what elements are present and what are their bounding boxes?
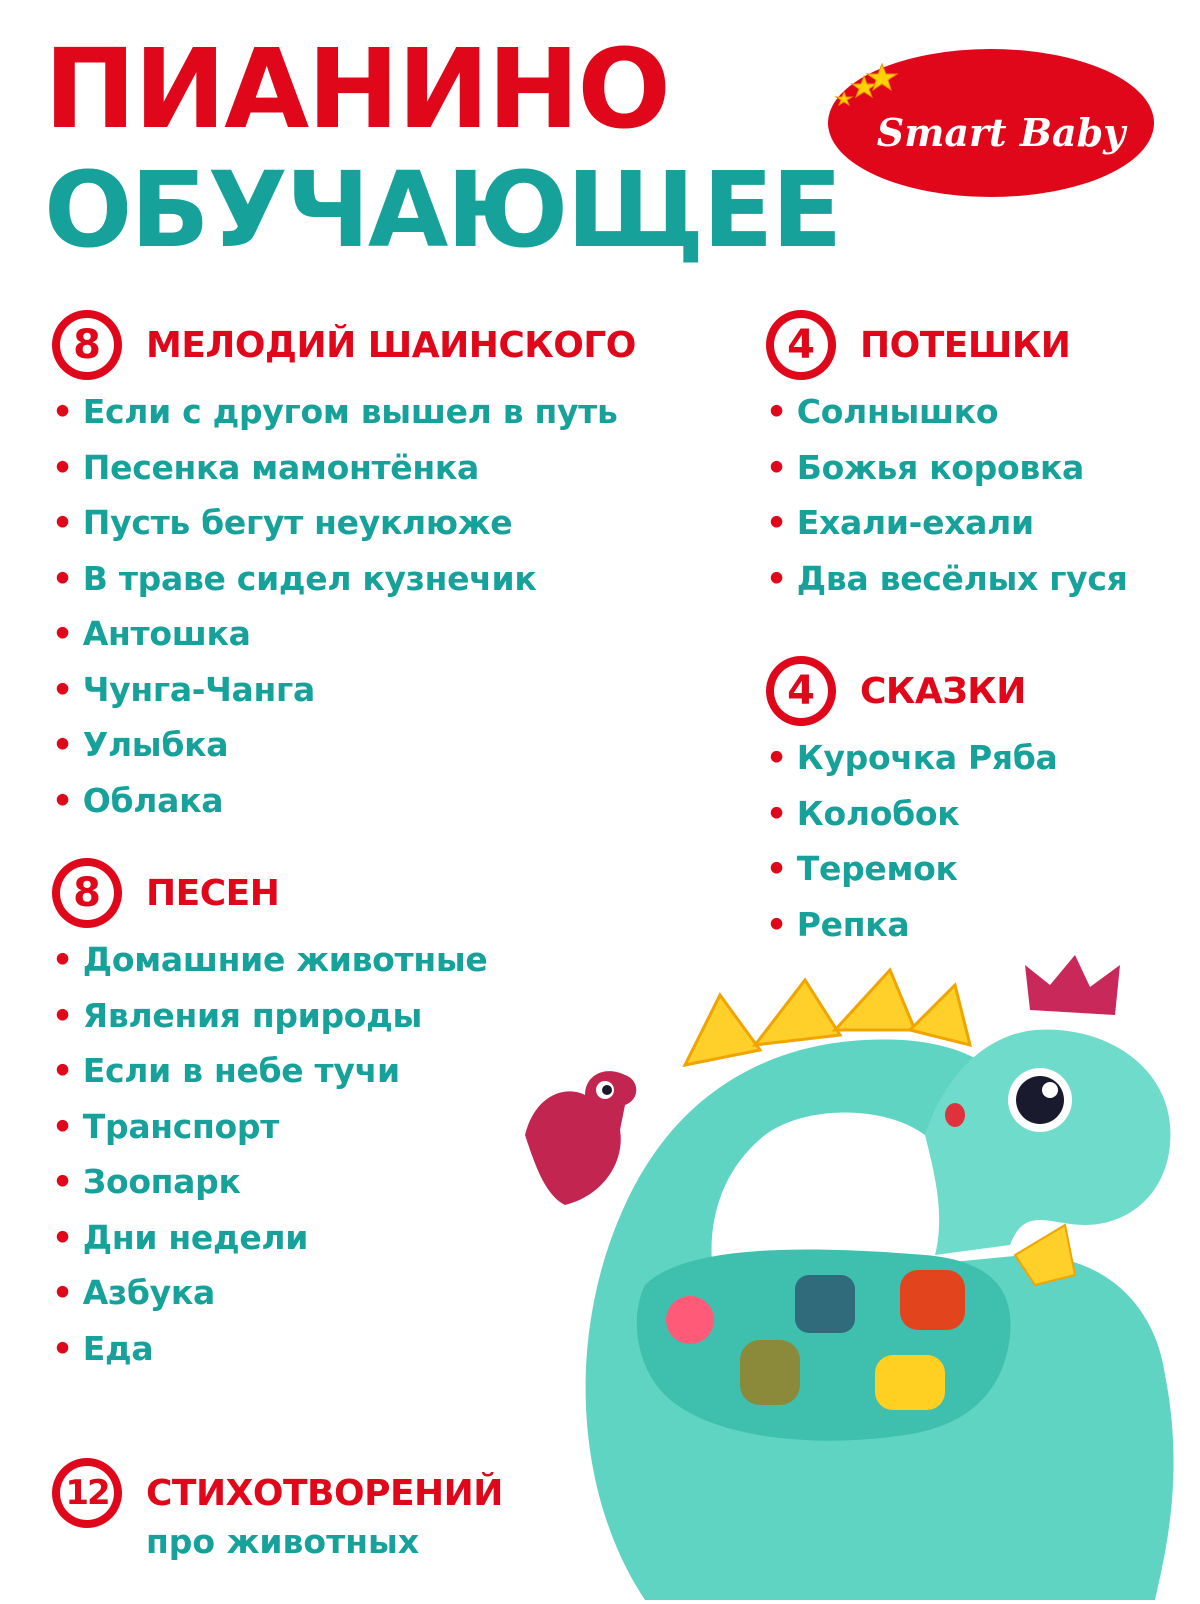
- bullet-icon: •: [52, 447, 73, 487]
- section-melodies: [52, 310, 636, 828]
- section-subtitle: про животных: [146, 1522, 420, 1561]
- bullet-icon: •: [52, 503, 73, 542]
- bullet-icon: •: [52, 1273, 73, 1312]
- list-item: [766, 841, 1057, 897]
- bullet-icon: •: [52, 780, 73, 820]
- bullet-icon: •: [52, 392, 73, 431]
- count-number: 8: [60, 318, 114, 372]
- bullet-icon: •: [52, 940, 73, 979]
- bullet-icon: •: [766, 738, 787, 777]
- count-number: 8: [60, 866, 114, 920]
- bullet-icon: •: [52, 1162, 73, 1201]
- list-item: [52, 988, 488, 1044]
- list-item-label: Теремок: [796, 849, 958, 888]
- count-badge: [52, 310, 122, 380]
- bullet-icon: •: [52, 614, 73, 653]
- title-line-2: ОБУЧАЮЩЕЕ: [44, 149, 841, 271]
- nursery-rhymes-list: [766, 384, 1128, 606]
- list-item-label: Песенка мамонтёнка: [82, 447, 479, 487]
- list-item-label: В траве сидел кузнечик: [82, 558, 537, 598]
- list-item: [52, 662, 636, 718]
- count-badge: [766, 656, 836, 726]
- bullet-icon: •: [52, 1217, 73, 1257]
- logo-text: Smart Baby: [876, 110, 1126, 155]
- section-songs: [52, 858, 488, 1376]
- bullet-icon: •: [52, 1106, 73, 1146]
- list-item-label: Колобок: [796, 793, 960, 833]
- section-title: СТИХОТВОРЕНИЙ: [146, 1472, 503, 1514]
- bullet-icon: •: [52, 1051, 73, 1090]
- list-item: [52, 551, 636, 607]
- list-item-label: Божья коровка: [796, 447, 1085, 487]
- brand-logo: [822, 46, 1160, 200]
- list-item-label: Если в небе тучи: [82, 1051, 400, 1090]
- title-line-1: ПИАНИНО: [44, 25, 669, 153]
- count-badge: [766, 310, 836, 380]
- bullet-icon: •: [766, 447, 787, 487]
- list-item: [52, 773, 636, 829]
- list-item: [766, 897, 1057, 953]
- list-item: [52, 1154, 488, 1210]
- bullet-icon: •: [52, 558, 73, 598]
- list-item-label: Облака: [82, 780, 224, 820]
- melodies-list: [52, 384, 636, 828]
- list-item: [52, 1265, 488, 1321]
- list-item-label: Если с другом вышел в путь: [82, 392, 618, 431]
- section-title: МЕЛОДИЙ ШАИНСКОГО: [146, 324, 636, 366]
- count-number: 4: [774, 664, 828, 718]
- list-item-label: Чунга-Чанга: [82, 669, 315, 709]
- list-item: [766, 495, 1128, 551]
- section-poems: [52, 1458, 503, 1561]
- bullet-icon: •: [52, 1328, 73, 1368]
- list-item-label: Пусть бегут неуклюже: [82, 503, 513, 542]
- count-number: 4: [774, 318, 828, 372]
- list-item-label: Зоопарк: [82, 1162, 241, 1201]
- list-item-label: Явления природы: [82, 995, 423, 1035]
- songs-list: [52, 932, 488, 1376]
- count-number: 12: [60, 1466, 114, 1520]
- list-item-label: Репка: [796, 904, 910, 944]
- list-item: [52, 495, 636, 551]
- list-item: [766, 551, 1128, 607]
- count-badge: [52, 1458, 122, 1528]
- bullet-icon: •: [52, 669, 73, 709]
- section-fairy-tales: [766, 656, 1057, 952]
- list-item: [766, 384, 1128, 440]
- bullet-icon: •: [766, 558, 787, 598]
- bullet-icon: •: [766, 849, 787, 888]
- bullet-icon: •: [766, 392, 787, 431]
- list-item: [52, 606, 636, 662]
- list-item: [52, 440, 636, 496]
- bullet-icon: •: [52, 725, 73, 764]
- list-item-label: Еда: [82, 1328, 154, 1368]
- list-item-label: Улыбка: [82, 725, 229, 764]
- list-item-label: Азбука: [82, 1273, 215, 1312]
- list-item: [52, 1099, 488, 1155]
- list-item: [52, 384, 636, 440]
- list-item-label: Транспорт: [82, 1106, 280, 1146]
- fairy-tales-list: [766, 730, 1057, 952]
- list-item: [52, 1210, 488, 1266]
- bullet-icon: •: [766, 793, 787, 833]
- list-item: [766, 440, 1128, 496]
- count-badge: [52, 858, 122, 928]
- section-title: СКАЗКИ: [860, 670, 1026, 712]
- list-item: [52, 717, 636, 773]
- bullet-icon: •: [766, 503, 787, 542]
- list-item-label: Домашние животные: [82, 940, 488, 979]
- section-title: ПЕСЕН: [146, 872, 280, 914]
- list-item-label: Курочка Ряба: [796, 738, 1058, 777]
- list-item-label: Антошка: [82, 614, 251, 653]
- list-item: [766, 730, 1057, 786]
- list-item-label: Ехали-ехали: [796, 503, 1034, 542]
- list-item: [52, 1321, 488, 1377]
- list-item-label: Дни недели: [82, 1217, 309, 1257]
- list-item: [766, 786, 1057, 842]
- section-title: ПОТЕШКИ: [860, 324, 1071, 366]
- bullet-icon: •: [52, 995, 73, 1035]
- list-item-label: Солнышко: [796, 392, 999, 431]
- section-nursery-rhymes: [766, 310, 1128, 606]
- list-item-label: Два весёлых гуся: [796, 558, 1128, 598]
- dinosaur-piano-toy-image: [505, 955, 1200, 1600]
- list-item: [52, 932, 488, 988]
- bullet-icon: •: [766, 904, 787, 944]
- list-item: [52, 1043, 488, 1099]
